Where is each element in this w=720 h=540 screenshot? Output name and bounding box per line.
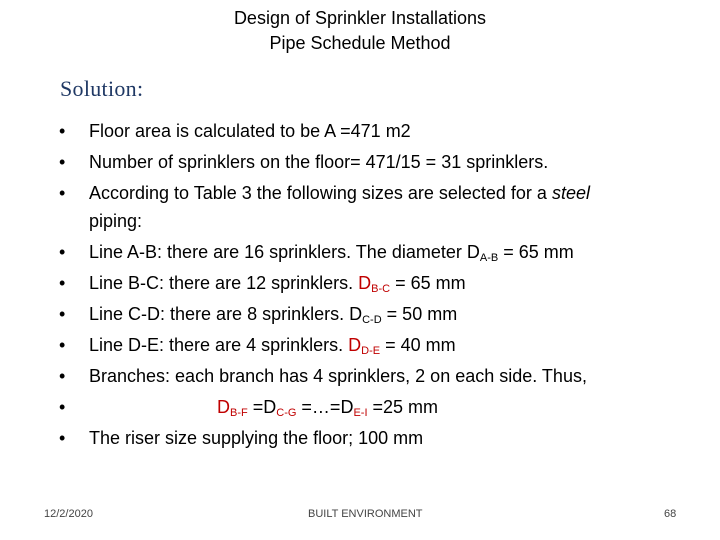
bullet-icon: • bbox=[59, 121, 66, 141]
list-item bbox=[0, 425, 720, 456]
item-text: The riser size supplying the floor; 100 mm bbox=[89, 428, 424, 448]
list-item bbox=[0, 394, 720, 425]
bullet-icon: • bbox=[59, 366, 66, 386]
list-item bbox=[0, 180, 720, 211]
bullet-icon: • bbox=[59, 428, 66, 448]
bullet-icon: • bbox=[59, 397, 66, 417]
title-line-2: Pipe Schedule Method bbox=[269, 33, 451, 53]
bullet-icon: • bbox=[59, 183, 66, 203]
footer-date: 12/2/2020 bbox=[44, 508, 93, 520]
bullet-icon: • bbox=[59, 335, 66, 355]
item-text: According to Table 3 the following sizes are selected for a steel bbox=[89, 183, 590, 203]
solution-heading: Solution: bbox=[60, 76, 144, 101]
list-item bbox=[0, 332, 720, 363]
item-text: Number of sprinklers on the floor= 471/15 = 31 sprinklers. bbox=[89, 152, 549, 172]
item-text: $D_{B-F} =D_{C-G}$ $=\dots=D_{E-I} =25$ mm bbox=[217, 397, 439, 419]
bullet-icon: • bbox=[59, 152, 66, 172]
bullet-icon: • bbox=[59, 304, 66, 324]
bullet-icon: • bbox=[59, 242, 66, 262]
item-text: Line C-D: there are 8 sprinklers. $D_{C-D} = 50$ mm bbox=[89, 304, 458, 326]
title-line-1: Design of Sprinkler Installations bbox=[233, 8, 487, 28]
list-item bbox=[0, 239, 720, 270]
list-item-continuation bbox=[0, 208, 720, 239]
item-text-continued: piping: bbox=[89, 211, 143, 231]
list-item bbox=[0, 270, 720, 301]
bullet-icon: • bbox=[59, 273, 66, 293]
page-number: 68 bbox=[664, 508, 677, 520]
list-item bbox=[0, 118, 720, 149]
steel-emphasis: steel bbox=[551, 183, 590, 203]
item-text: Line B-C: there are 12 sprinklers. $D_{B-C} = 65$ mm bbox=[89, 273, 466, 295]
item-text: Line A-B: there are 16 sprinklers. The diameter $D_{A-B} = 65$ mm bbox=[89, 242, 574, 264]
list-item bbox=[0, 363, 720, 394]
footer-title: BUILT ENVIRONMENT bbox=[308, 508, 423, 520]
item-text: Floor area is calculated to be A =471 m2 bbox=[89, 121, 411, 141]
list-item bbox=[0, 301, 720, 332]
list-item bbox=[0, 149, 720, 180]
item-text: Line D-E: there are 4 sprinklers. $D_{D-E} = 40$ mm bbox=[89, 335, 456, 357]
slide-title bbox=[0, 6, 720, 56]
item-text: Branches: each branch has 4 sprinklers, 2 on each side. Thus, bbox=[89, 366, 587, 386]
